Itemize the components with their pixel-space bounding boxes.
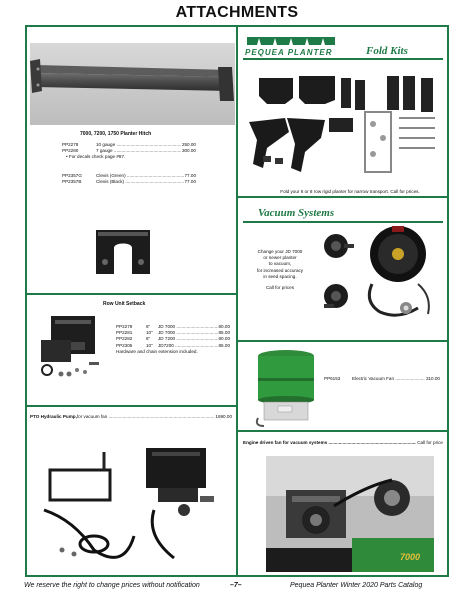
planter-hitch-photo xyxy=(30,43,235,125)
hitch-note: • For decals check page #87. xyxy=(66,154,126,160)
column-divider xyxy=(236,25,238,577)
price-row: PP2280 7 gauge ..... 300.00 xyxy=(62,148,196,154)
brand-name: PEQUEA PLANTER xyxy=(245,48,333,57)
price-row: PP2305 10" JD7200 ..... 85.00 xyxy=(116,343,230,349)
divider-left-1 xyxy=(25,293,238,295)
divider-left-2 xyxy=(25,405,238,407)
fold-kits-title: Fold Kits xyxy=(366,45,408,57)
price-row: PP2282 6" JD 7200 ..... 80.00 xyxy=(116,336,230,342)
vacuum-fan-photo xyxy=(358,222,438,326)
vacuum-text: Change your JD 7000 or newer planter to vacuum, for increased accuracy in seed spacing. Call for prices xyxy=(256,249,304,291)
brand-rule xyxy=(243,58,443,60)
electric-fan-line: PP6153 Electric Vacuum Fan ..... 310.00 xyxy=(324,376,440,382)
price-row: PP2357B Clevis (Black) ..... 77.00 xyxy=(62,179,196,185)
vacuum-title: Vacuum Systems xyxy=(258,207,335,219)
setback-title: Row Unit Setback xyxy=(103,301,146,307)
price-row: PP2278 10 gauge ..... 250.00 xyxy=(62,142,196,148)
setback-price-list xyxy=(116,324,230,355)
fold-kits-caption: Fold your 6 or 8 row rigid planter for narrow transport. Call for prices. xyxy=(280,189,420,194)
seed-meter-photos xyxy=(318,224,358,324)
hitch-price-list xyxy=(62,142,196,185)
footer-catalog-name: Pequea Planter Winter 2020 Parts Catalog xyxy=(290,582,423,589)
engine-driven-fan-photo xyxy=(266,456,434,572)
svg-text:7000: 7000 xyxy=(400,552,421,562)
price-row: PP2281 10" JD 7000 ..... 85.00 xyxy=(116,330,230,336)
engine-fan-line: Engine driven fan for vacuum systems ..... Call for price xyxy=(243,440,443,446)
electric-vacuum-fan-photo xyxy=(254,348,318,428)
clevis-photo xyxy=(88,224,158,280)
divider-right-1 xyxy=(236,196,449,198)
pto-pump-photo xyxy=(34,440,232,572)
row-unit-setback-photo xyxy=(33,312,105,382)
divider-right-3 xyxy=(236,430,449,432)
footer-page-number: –7– xyxy=(230,582,242,589)
price-row: PP2357G Clevis (Green) ..... 77.00 xyxy=(62,173,196,179)
hitch-title: 7000, 7200, 1750 Planter Hitch xyxy=(80,131,152,137)
fold-kit-photo xyxy=(245,68,443,180)
footer-disclaimer: We reserve the right to change prices without notification xyxy=(24,582,200,589)
setback-note: Hardware and chain extension included. xyxy=(116,348,198,354)
divider-right-2 xyxy=(236,340,449,342)
page-title: ATTACHMENTS xyxy=(175,4,299,21)
price-row: PP2279 6" JD 7000 ..... 80.00 xyxy=(116,324,230,330)
pto-pump-line: PTO Hydraulic Pump, for vacuum fan ..... 1690.00 xyxy=(30,414,232,420)
